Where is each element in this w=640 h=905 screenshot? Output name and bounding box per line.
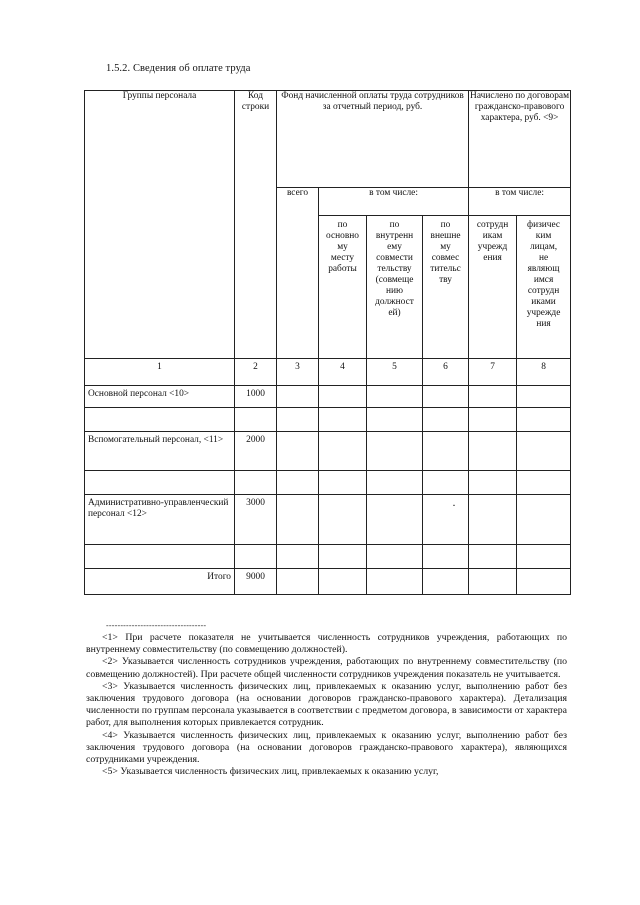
header-col7: сотрудн икам учрежд ения	[469, 216, 517, 359]
footnotes	[86, 632, 567, 778]
row-code: 1000	[235, 386, 277, 408]
total-code: 9000	[235, 569, 277, 595]
column-numbers-row	[85, 359, 571, 386]
header-total: всего	[277, 188, 319, 359]
header-incl-civil: в том числе:	[469, 188, 571, 216]
total-row	[85, 569, 571, 595]
footnote-3: <3> Указывается численность физических лиц, привлекаемых к оказанию услуг, выполнению работ без заключения трудового договора (на основании договоров гражданско-правового характера). Детализация численности по группам персонала указывается в соответствии с предметом договора, в зависимости от характера работ, для выполнения которых привлекается сотрудник.	[86, 680, 567, 729]
value-cell	[469, 386, 517, 408]
value-cell	[469, 495, 517, 545]
header-fund: Фонд начисленной оплаты труда сотрудников за отчетный период, руб.	[277, 91, 469, 188]
value-cell	[423, 495, 469, 545]
col-number: 8	[517, 359, 571, 386]
col-number: 4	[319, 359, 367, 386]
header-incl-fund: в том числе:	[319, 188, 469, 216]
value-cell	[423, 569, 469, 595]
value-cell	[423, 432, 469, 471]
col-number: 2	[235, 359, 277, 386]
row-label: Вспомогательный персонал, <11>	[85, 432, 235, 471]
value-cell	[277, 569, 319, 595]
value-cell	[517, 432, 571, 471]
table-row	[85, 495, 571, 545]
stray-mark: ·	[452, 498, 457, 512]
col-number: 6	[423, 359, 469, 386]
value-cell	[319, 495, 367, 545]
table-row	[85, 432, 571, 471]
value-cell	[319, 386, 367, 408]
row-code: 2000	[235, 432, 277, 471]
footnote-1: <1> При расчете показателя не учитывается численность сотрудников учреждения, работающих по внутреннему совместительству (по совмещению должностей).	[86, 632, 567, 656]
header-civil: Начислено по договорам гражданско-правового характера, руб. <9>	[469, 91, 571, 188]
value-cell	[319, 432, 367, 471]
col-number: 5	[367, 359, 423, 386]
table-row	[85, 386, 571, 408]
col-number: 3	[277, 359, 319, 386]
header-code: Код строки	[235, 91, 277, 359]
row-code: 3000	[235, 495, 277, 545]
value-cell	[277, 432, 319, 471]
row-label: Основной персонал <10>	[85, 386, 235, 408]
value-cell	[367, 495, 423, 545]
salary-table	[84, 90, 571, 595]
value-cell	[277, 495, 319, 545]
header-col5: по внутренн ему совмести тельству (совмеще нию должност ей)	[367, 216, 423, 359]
col-number: 7	[469, 359, 517, 386]
col-number: 1	[85, 359, 235, 386]
header-col4: по основно му месту работы	[319, 216, 367, 359]
section-title: 1.5.2. Сведения об оплате труда	[106, 63, 251, 74]
value-cell	[319, 569, 367, 595]
value-cell	[367, 569, 423, 595]
table-row-empty	[85, 408, 571, 432]
footnote-4: <4> Указывается численность физических лиц, привлекаемых к оказанию услуг, выполнению работ без заключения трудового договора (на основании договоров гражданско-правового характера), являющихся сотрудниками учреждения.	[86, 729, 567, 766]
header-col8: физичес ким лицам, не являющ имся сотрудн иками учрежде ния	[517, 216, 571, 359]
value-cell	[517, 495, 571, 545]
value-cell	[469, 569, 517, 595]
value-cell	[517, 569, 571, 595]
value-cell	[423, 386, 469, 408]
total-label: Итого	[85, 569, 235, 595]
footnote-5: <5> Указывается численность физических лиц, привлекаемых к оказанию услуг,	[102, 766, 439, 778]
value-cell	[367, 432, 423, 471]
footnote-separator: -----------------------------------	[106, 621, 207, 630]
row-label: Административно-управленческий персонал <12>	[85, 495, 235, 545]
header-groups: Группы персонала	[85, 91, 235, 359]
value-cell	[277, 386, 319, 408]
value-cell	[469, 432, 517, 471]
value-cell	[517, 386, 571, 408]
value-cell	[367, 386, 423, 408]
table-row-empty	[85, 471, 571, 495]
header-col6: по внешне му совмес тительс тву	[423, 216, 469, 359]
table-row-empty	[85, 545, 571, 569]
footnote-2: <2> Указывается численность сотрудников учреждения, работающих по внутреннему совместительству (по совмещению должностей). При расчете общей численности сотрудников учреждения показатель не учитывается.	[86, 656, 567, 680]
